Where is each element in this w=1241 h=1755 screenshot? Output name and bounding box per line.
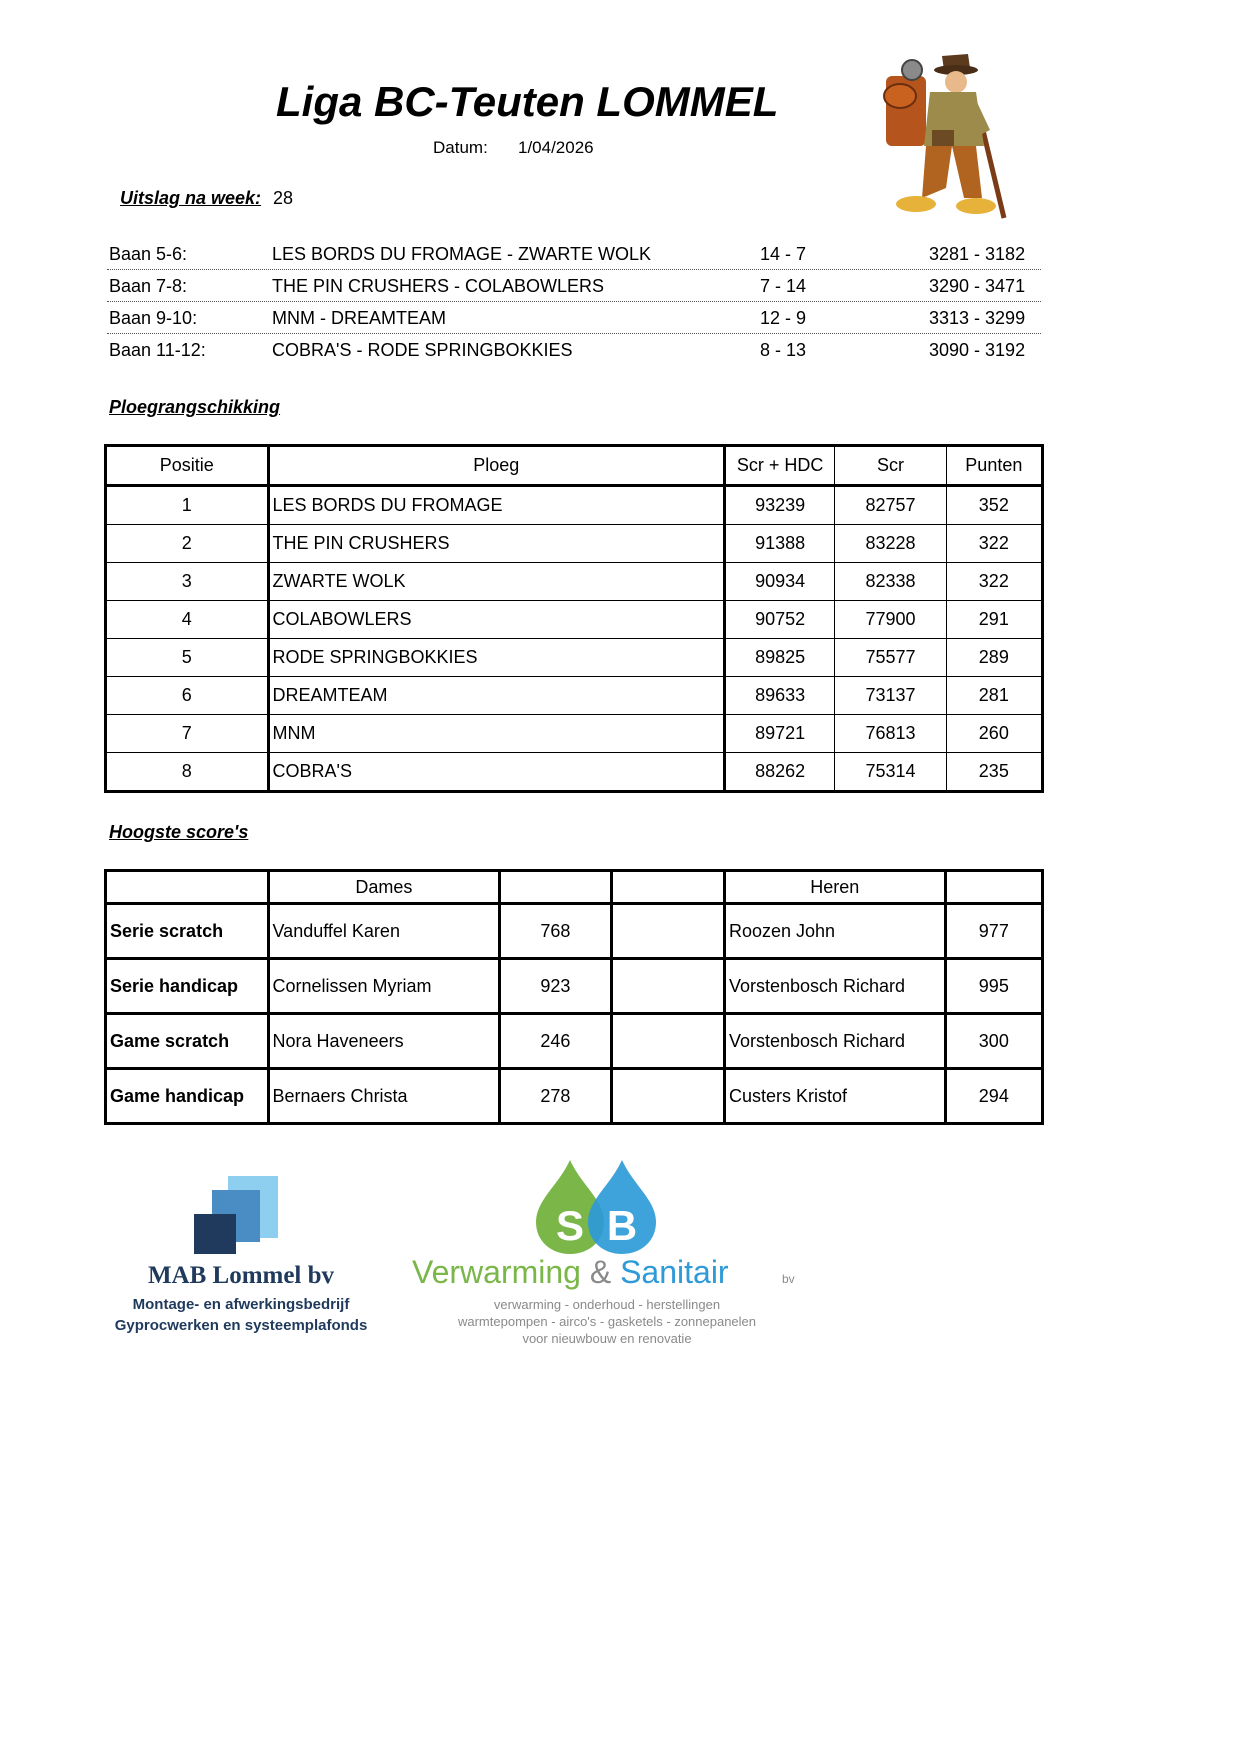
score-cell: 73137 [835,677,946,715]
svg-text:B: B [606,1202,638,1249]
points-cell: 289 [946,639,1042,677]
empty-header-cell [611,871,724,904]
ranking-table [104,444,1044,793]
sb-tagline-2: warmtepompen - airco's - gasketels - zonnepanelen [457,1314,757,1329]
match-row [107,302,1041,334]
ranking-header-row [106,446,1043,486]
score-cell: 77900 [835,601,946,639]
table-row [106,959,1043,1014]
match-row [107,334,1041,365]
score-hdc-cell: 91388 [724,525,834,563]
table-row [106,753,1043,792]
empty-cell [611,959,724,1014]
points-cell: 322 [946,525,1042,563]
heer-score-cell: 995 [945,959,1042,1014]
empty-cell [611,1014,724,1069]
team-cell: COBRA'S [268,753,724,792]
heer-score-cell: 300 [945,1014,1042,1069]
match-points: 8 - 13 [760,340,807,360]
match-scores: 3281 - 3182 [929,244,1026,264]
score-cell: 82757 [835,486,946,525]
score-hdc-cell: 93239 [724,486,834,525]
column-header: Scr [835,446,946,486]
teut-peddler-mascot-icon [872,48,1012,224]
category-cell: Serie scratch [106,904,269,959]
dame-name-cell: Cornelissen Myriam [268,959,500,1014]
stacked-squares-logo-icon [98,1176,384,1260]
sb-title-sanitair: Sanitair [620,1254,729,1290]
table-row [106,1069,1043,1124]
team-cell: DREAMTEAM [268,677,724,715]
sb-tagline-1: verwarming - onderhoud - herstellingen [493,1297,721,1312]
match-lane: Baan 11-12: [109,340,206,360]
table-row [106,1014,1043,1069]
score-hdc-cell: 90752 [724,601,834,639]
table-row [106,563,1043,601]
heer-score-cell: 294 [945,1069,1042,1124]
match-row [107,238,1041,270]
score-cell: 82338 [835,563,946,601]
position-cell: 7 [106,715,269,753]
heren-header: Heren [724,871,945,904]
position-cell: 8 [106,753,269,792]
column-header: Positie [106,446,269,486]
points-cell: 281 [946,677,1042,715]
match-teams: LES BORDS DU FROMAGE - ZWARTE WOLK [272,244,652,264]
score-hdc-cell: 88262 [724,753,834,792]
heer-name-cell: Vorstenbosch Richard [724,959,945,1014]
team-cell: COLABOWLERS [268,601,724,639]
position-cell: 3 [106,563,269,601]
ranking-heading: Ploegrangschikking [109,397,281,417]
sb-bv-suffix: bv [782,1272,795,1286]
mab-tagline-2: Gyprocwerken en systeemplafonds [114,1317,368,1334]
empty-header-cell [106,871,269,904]
svg-text:S: S [555,1202,585,1249]
match-points: 14 - 7 [760,244,807,264]
dame-name-cell: Vanduffel Karen [268,904,500,959]
dame-score-cell: 278 [500,1069,611,1124]
team-cell: THE PIN CRUSHERS [268,525,724,563]
points-cell: 291 [946,601,1042,639]
empty-cell [611,1069,724,1124]
match-lane: Baan 9-10: [109,308,198,328]
table-row [106,525,1043,563]
position-cell: 6 [106,677,269,715]
dame-score-cell: 923 [500,959,611,1014]
table-row [106,639,1043,677]
points-cell: 352 [946,486,1042,525]
score-cell: 76813 [835,715,946,753]
column-header: Scr + HDC [724,446,834,486]
match-scores: 3313 - 3299 [929,308,1026,328]
mab-company-name: MAB Lommel bv [147,1262,335,1289]
score-hdc-cell: 90934 [724,563,834,601]
category-cell: Game handicap [106,1069,269,1124]
category-cell: Serie handicap [106,959,269,1014]
score-cell: 83228 [835,525,946,563]
team-cell: MNM [268,715,724,753]
table-row [106,486,1043,525]
match-teams: COBRA'S - RODE SPRINGBOKKIES [272,340,573,360]
match-lane: Baan 5-6: [109,244,188,264]
dames-header: Dames [268,871,500,904]
match-row [107,270,1041,302]
match-points: 7 - 14 [760,276,807,296]
points-cell: 235 [946,753,1042,792]
position-cell: 5 [106,639,269,677]
table-row [106,715,1043,753]
uitslag-value: 28 [273,188,294,208]
match-lane: Baan 7-8: [109,276,188,296]
score-hdc-cell: 89721 [724,715,834,753]
sb-title-ampersand: & [589,1254,612,1290]
datum-value: 1/04/2026 [518,138,594,157]
score-hdc-cell: 89825 [724,639,834,677]
match-scores: 3090 - 3192 [929,340,1026,360]
dame-name-cell: Nora Haveneers [268,1014,500,1069]
high-scores-heading: Hoogste score's [109,822,249,842]
category-cell: Game scratch [106,1014,269,1069]
match-teams: MNM - DREAMTEAM [272,308,446,328]
dame-score-cell: 768 [500,904,611,959]
table-row [106,601,1043,639]
team-cell: ZWARTE WOLK [268,563,724,601]
sb-tagline-3: voor nieuwbouw en renovatie [522,1331,692,1346]
points-cell: 260 [946,715,1042,753]
column-header: Punten [946,446,1042,486]
sb-title-verwarming: Verwarming [412,1254,581,1290]
empty-cell [611,904,724,959]
position-cell: 1 [106,486,269,525]
heer-score-cell: 977 [945,904,1042,959]
table-row [106,904,1043,959]
match-teams: THE PIN CRUSHERS - COLABOWLERS [272,276,605,296]
team-cell: LES BORDS DU FROMAGE [268,486,724,525]
position-cell: 2 [106,525,269,563]
uitslag-label: Uitslag na week: [120,188,262,208]
heer-name-cell: Vorstenbosch Richard [724,1014,945,1069]
match-scores: 3290 - 3471 [929,276,1026,296]
heer-name-cell: Roozen John [724,904,945,959]
empty-header-cell [500,871,611,904]
sb-company-title [412,1254,729,1291]
points-cell: 322 [946,563,1042,601]
heer-name-cell: Custers Kristof [724,1069,945,1124]
mab-tagline-1: Montage- en afwerkingsbedrijf [132,1296,350,1313]
empty-header-cell [945,871,1042,904]
dame-name-cell: Bernaers Christa [268,1069,500,1124]
table-row [106,677,1043,715]
position-cell: 4 [106,601,269,639]
page-title: Liga BC-Teuten LOMMEL [276,78,779,125]
score-hdc-cell: 89633 [724,677,834,715]
score-cell: 75314 [835,753,946,792]
column-header: Ploeg [268,446,724,486]
score-cell: 75577 [835,639,946,677]
water-drops-logo-icon [530,1160,660,1256]
high-scores-header-row [106,871,1043,904]
datum-label: Datum: [433,138,488,157]
high-scores-table [104,869,1044,1125]
match-points: 12 - 9 [760,308,807,328]
dame-score-cell: 246 [500,1014,611,1069]
team-cell: RODE SPRINGBOKKIES [268,639,724,677]
